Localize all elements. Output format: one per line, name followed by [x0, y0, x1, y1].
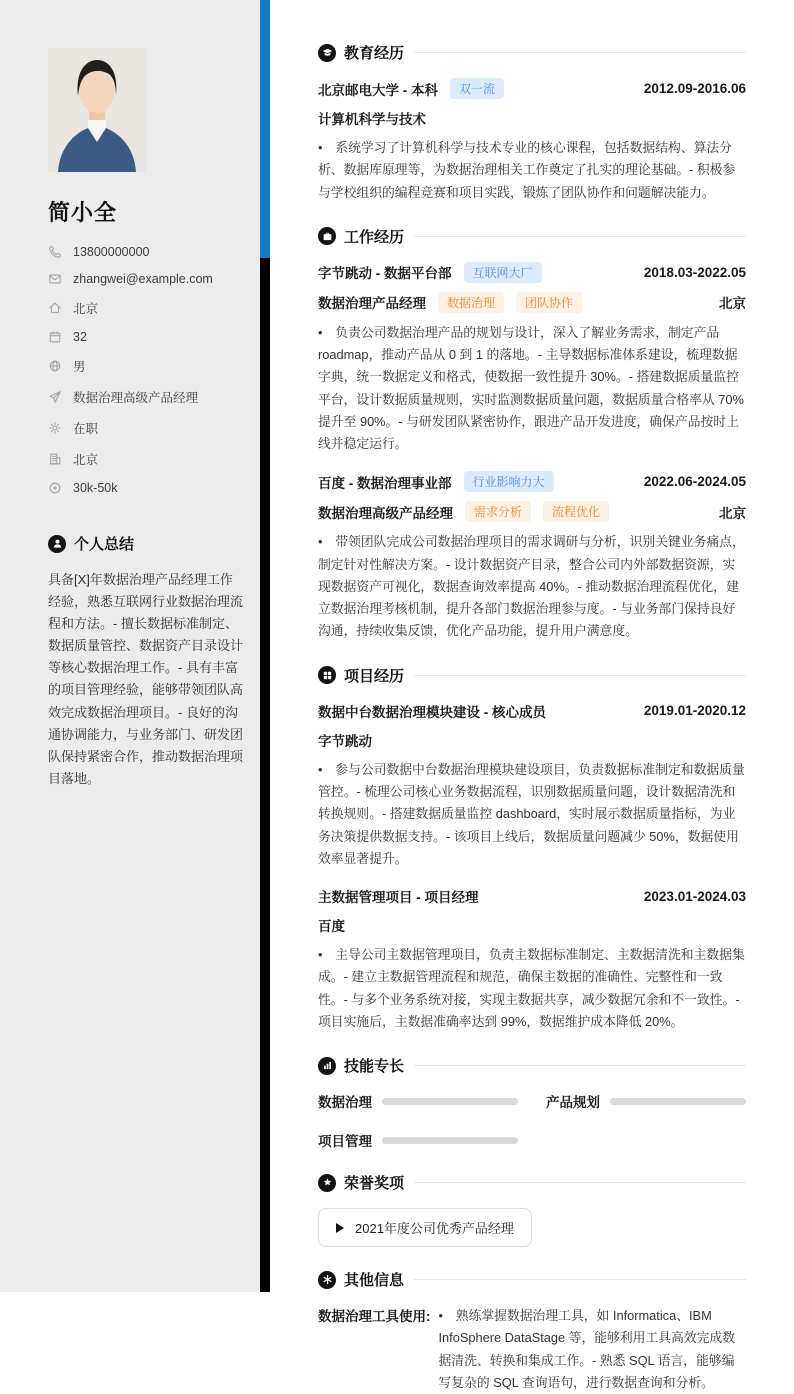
skill-bar-track	[382, 1137, 518, 1144]
paper-plane-icon	[48, 390, 62, 404]
education-date: 2012.09-2016.06	[643, 81, 746, 96]
company-name: 百度 - 数据治理事业部	[318, 475, 452, 491]
user-icon	[48, 535, 66, 553]
project-desc: • 主导公司主数据管理项目，负责主数据标准制定、主数据清洗和主数据集成。- 建立主数据管理流程和规范，确保主数据的准确性、完整性和一致性。- 与多个业务系统对接，实现主数据共享，减少数据冗余和不一致性。- 项目实施后，主数据准确率达到 99%，数据维护成本降低 20%。	[318, 947, 745, 1029]
skill-name: 产品规划	[546, 1095, 600, 1111]
skill-name: 项目管理	[318, 1134, 372, 1150]
contact-email	[48, 272, 244, 286]
accent-divider	[260, 0, 270, 1292]
role-tag: 需求分析	[465, 501, 531, 522]
education-desc: • 系统学习了计算机科学与技术专业的核心课程，包括数据结构、算法分析、数据库原理等，为数据治理相关工作奠定了扎实的理论基础。- 积极参与学校组织的编程竞赛和项目实践，锻炼了团队协作和问题解决能力。	[318, 140, 736, 200]
home-icon	[48, 301, 62, 315]
role-tag: 数据治理	[438, 292, 504, 313]
contact-location	[48, 450, 244, 468]
other-info-section	[318, 1269, 746, 1394]
grid-icon	[318, 666, 336, 684]
job-date: 2018.03-2022.05	[643, 264, 746, 280]
project-date: 2019.01-2020.12	[643, 703, 746, 719]
role-tag: 流程优化	[543, 501, 609, 522]
education-header	[318, 42, 746, 63]
section-divider	[414, 1182, 746, 1183]
contact-gender	[48, 357, 244, 375]
skills-grid	[318, 1091, 746, 1150]
school-tag: 双一流	[450, 78, 504, 99]
other-info-header	[318, 1269, 746, 1290]
role-tag: 团队协作	[516, 292, 582, 313]
project-name-row	[318, 701, 746, 721]
projects-title: 项目经历	[344, 667, 405, 685]
contact-list	[48, 245, 244, 495]
contact-phone	[48, 245, 244, 259]
other-info-row	[318, 1305, 746, 1394]
summary-title: 个人总结	[74, 536, 135, 553]
section-divider	[414, 1065, 746, 1066]
work-title: 工作经历	[344, 228, 405, 246]
skills-header	[318, 1055, 746, 1076]
summary-section	[48, 533, 244, 790]
job-entry	[318, 471, 746, 642]
job-location: 北京	[719, 296, 746, 312]
major-name: 计算机科学与技术	[318, 112, 426, 127]
accent-bar-blue	[260, 0, 270, 258]
medal-icon	[318, 1174, 336, 1192]
other-info-desc: • 熟练掌握数据治理工具，如 Informatica、IBM InfoSphere DataStage 等，能够利用工具高效完成数据清洗、转换和集成工作。- 熟悉 SQL 语言，能够编写复杂的 SQL 查询语句，进行数据查询和分析。	[438, 1308, 736, 1390]
contact-position	[48, 388, 244, 406]
skills-title: 技能专长	[344, 1058, 405, 1076]
job-company-row	[318, 262, 746, 283]
contact-gender-value: 男	[73, 360, 86, 374]
summary-header	[48, 533, 244, 554]
job-desc: • 带领团队完成公司数据治理项目的需求调研与分析，识别关键业务痛点，制定针对性解决方案。- 设计数据资产目录，整合公司内外部数据资源，实现数据资产可视化，数据查询效率提高 40%。- 推动数据治理流程优化，建立数据治理考核机制，提升各部门数据治理参与度。- 与业务部门保持良好沟通，持续收集反馈，优化产品功能，提升用户满意度。	[318, 534, 745, 639]
company-name: 字节跳动 - 数据平台部	[318, 266, 452, 282]
job-role-row	[318, 292, 746, 313]
sidebar	[0, 0, 260, 1292]
school-name: 北京邮电大学 - 本科	[318, 82, 438, 98]
job-role-row	[318, 501, 746, 522]
contact-status-value: 在职	[73, 422, 99, 436]
education-title: 教育经历	[344, 45, 405, 62]
contact-age-value: 32	[73, 330, 87, 344]
honors-header	[318, 1172, 746, 1193]
coin-icon	[48, 481, 62, 495]
education-entry-row	[318, 78, 746, 99]
skill-item	[318, 1091, 518, 1111]
job-company-row	[318, 471, 746, 492]
contact-position-value: 数据治理高级产品经理	[73, 391, 199, 405]
skill-item	[318, 1130, 518, 1150]
work-section	[318, 226, 746, 643]
honor-text: 2021年度公司优秀产品经理	[355, 1221, 514, 1237]
work-header	[318, 226, 746, 247]
project-entry	[318, 886, 746, 1033]
section-divider	[414, 52, 746, 53]
education-major-row	[318, 108, 746, 128]
skills-section	[318, 1055, 746, 1150]
projects-header	[318, 665, 746, 686]
project-company: 百度	[318, 919, 345, 935]
asterisk-icon	[318, 1271, 336, 1289]
contact-age	[48, 330, 244, 344]
other-info-title: 其他信息	[344, 1272, 405, 1290]
mail-icon	[48, 272, 62, 286]
company-tag: 行业影响力大	[464, 471, 554, 492]
company-tag: 互联网大厂	[464, 262, 542, 283]
contact-phone-value: 13800000000	[73, 245, 150, 259]
contact-city	[48, 299, 244, 317]
job-date: 2022.06-2024.05	[643, 474, 746, 490]
contact-salary	[48, 481, 244, 495]
project-name: 主数据管理项目 - 项目经理	[318, 890, 479, 906]
gear-icon	[48, 421, 62, 435]
project-entry	[318, 701, 746, 870]
honor-item-button[interactable]	[318, 1208, 532, 1247]
contact-email-value: zhangwei@example.com	[73, 272, 213, 286]
project-company-row	[318, 915, 746, 935]
project-desc: • 参与公司数据中台数据治理模块建设项目，负责数据标准制定和数据质量管控。- 梳理公司核心业务数据流程，识别数据质量问题，设计数据清洗和转换规则。- 搭建数据质量监控 dashboard，实时展示数据质量指标，为业务决策提供数据支持。- 该项目上线后，数据质量问题减少 50%，数据使用效率显著提升。	[318, 761, 745, 866]
projects-section	[318, 665, 746, 1033]
honors-title: 荣誉奖项	[344, 1175, 405, 1193]
section-divider	[414, 675, 746, 676]
job-desc: • 负责公司数据治理产品的规划与设计，深入了解业务需求，制定产品 roadmap，推动产品从 0 到 1 的落地。- 主导数据标准体系建设，梳理数据字典，统一数据定义和格式，使数据一致性提升 30%。- 搭建数据质量监控平台，设计数据质量规则，实时监测数据质量问题，数据质量合格率从 70%提升至 90%。- 与研发团队紧密协作，跟进产品开发进度，确保产品按时上线并稳定运行。	[318, 324, 744, 452]
section-divider	[414, 1279, 746, 1280]
other-info-label: 数据治理工具使用:	[318, 1309, 431, 1325]
project-name: 数据中台数据治理模块建设 - 核心成员	[318, 704, 546, 720]
job-role: 数据治理产品经理	[318, 296, 426, 312]
building-icon	[48, 452, 62, 466]
job-entry	[318, 262, 746, 456]
globe-icon	[48, 359, 62, 373]
project-name-row	[318, 886, 746, 906]
skill-bar-track	[382, 1098, 518, 1105]
contact-status	[48, 419, 244, 437]
accent-bar-black	[260, 258, 270, 1292]
job-role: 数据治理高级产品经理	[318, 505, 453, 521]
main-column	[270, 0, 794, 1390]
contact-salary-value: 30k-50k	[73, 481, 118, 495]
contact-location-value: 北京	[73, 453, 99, 467]
briefcase-icon	[318, 227, 336, 245]
calendar-icon	[48, 330, 62, 344]
education-section	[318, 42, 746, 204]
graduation-cap-icon	[318, 44, 336, 62]
phone-icon	[48, 245, 62, 259]
project-company-row	[318, 730, 746, 750]
bar-chart-icon	[318, 1057, 336, 1075]
section-divider	[414, 236, 746, 237]
profile-photo	[48, 48, 146, 172]
person-name: 简小全	[48, 200, 118, 225]
project-date: 2023.01-2024.03	[643, 888, 746, 904]
skill-item	[546, 1091, 746, 1111]
job-location: 北京	[719, 505, 746, 521]
honors-section	[318, 1172, 746, 1247]
project-company: 字节跳动	[318, 733, 372, 749]
summary-text: 具备[X]年数据治理产品经理工作经验，熟悉互联网行业数据治理流程和方法。- 擅长数据标准制定、数据质量管控、数据资产目录设计等核心数据治理工作。- 具有丰富的项目管理经验，能够带领团队高效完成数据治理项目。- 良好的沟通协调能力，与业务部门、研发团队保持紧密合作，推动数据治理项目落地。	[48, 572, 244, 786]
contact-city-value: 北京	[73, 302, 99, 316]
skill-bar-track	[610, 1098, 746, 1105]
play-icon	[336, 1223, 344, 1233]
skill-name: 数据治理	[318, 1095, 372, 1111]
